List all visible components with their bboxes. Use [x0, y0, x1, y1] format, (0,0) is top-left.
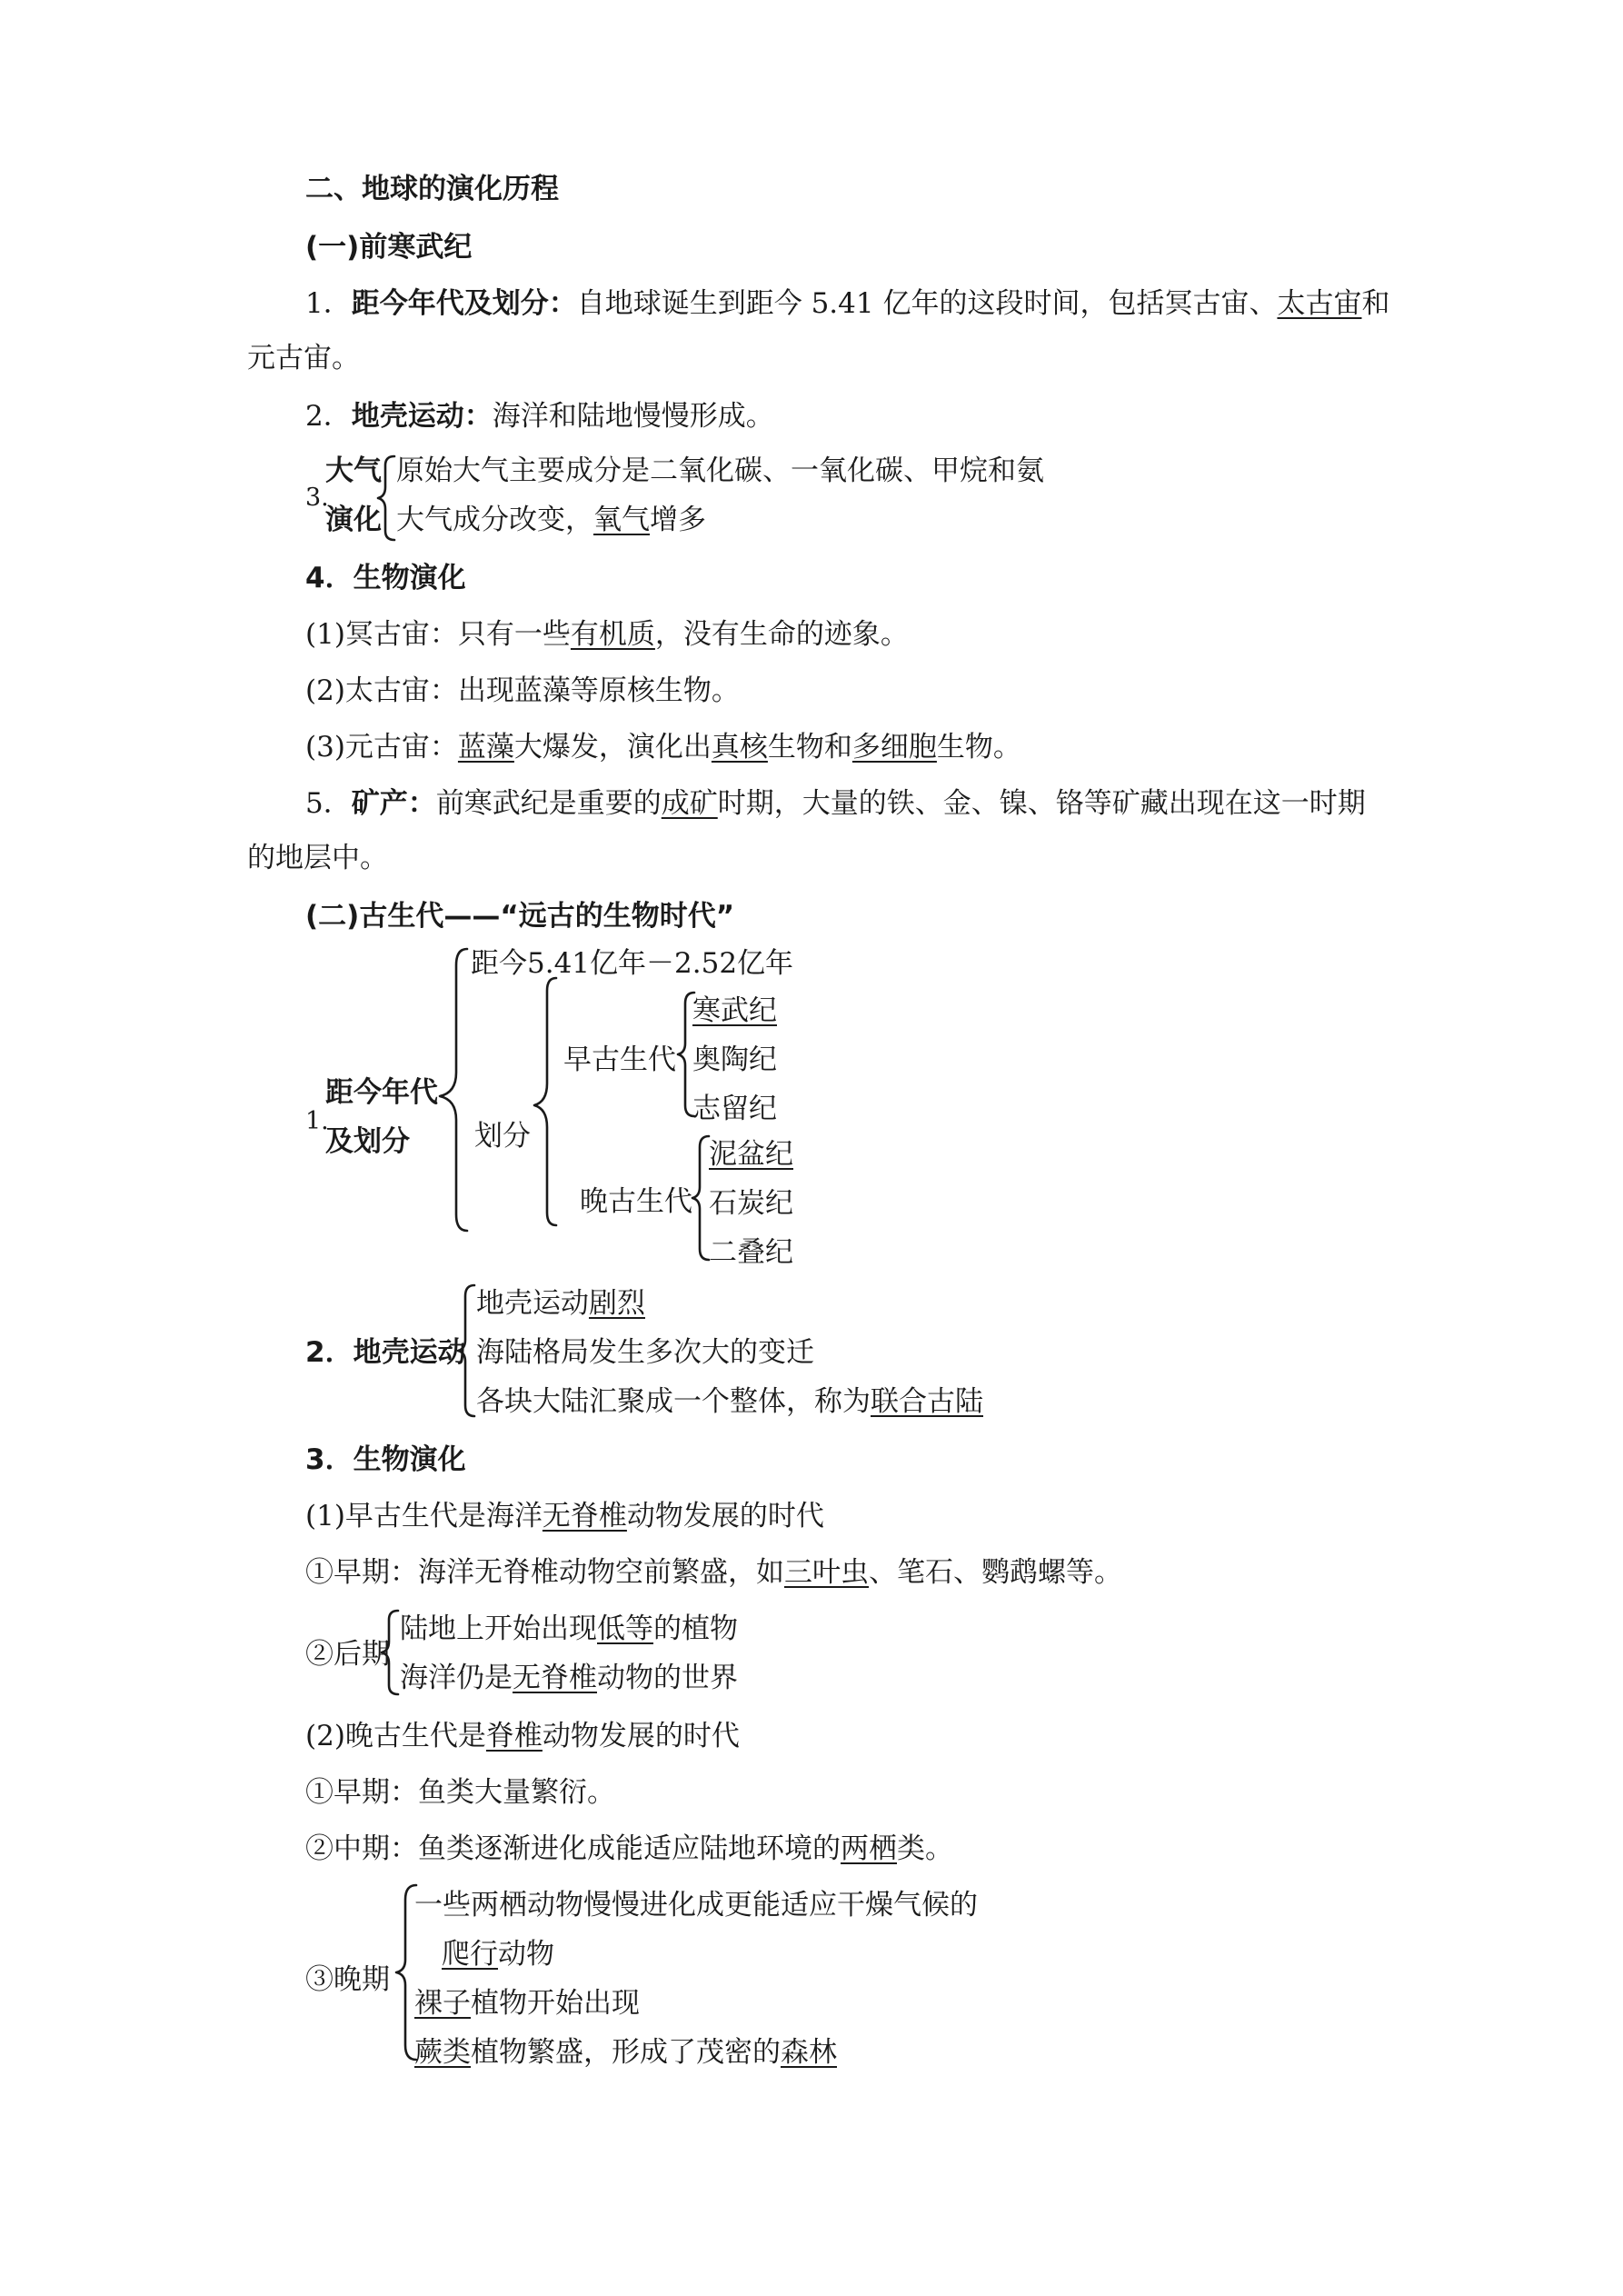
- text: 增多: [650, 504, 706, 536]
- answer-blank: 脊椎: [485, 1720, 543, 1752]
- late-paleozoic-era: [305, 1718, 740, 1754]
- text: 动物发展的时代: [626, 1500, 824, 1532]
- paleozoic-heading: (二)古生代——“远古的生物时代”: [305, 900, 735, 933]
- precambrian-item-5-cont: 的地层中。: [247, 842, 388, 874]
- answer-blank: 低等: [597, 1612, 653, 1645]
- early-paleozoic-era: [305, 1498, 824, 1534]
- paleozoic-item-3-heading: 3．生物演化: [305, 1443, 466, 1476]
- text: 的植物: [653, 1612, 738, 1645]
- text: 植物繁盛，形成了茂密的: [471, 2036, 781, 2069]
- crust-line-1: [476, 1285, 645, 1322]
- text: (3)元古宙：: [305, 731, 458, 764]
- precambrian-item-3-number: 3.: [305, 484, 329, 512]
- text: 前寒武纪是重要的: [435, 787, 662, 820]
- late-paleozoic-mid-stage: [305, 1831, 953, 1867]
- early-paleozoic-label: 早古生代: [563, 1043, 676, 1076]
- text: ，没有生命的迹象。: [654, 618, 909, 651]
- period-devonian: 泥盆纪: [709, 1138, 793, 1171]
- text: 植物开始出现: [471, 1987, 640, 2020]
- item-label: 距今年代及划分：: [351, 287, 577, 320]
- answer-blank: 多细胞: [851, 731, 937, 764]
- period-silurian: 志留纪: [692, 1093, 777, 1125]
- period-carboniferous: 石炭纪: [709, 1187, 793, 1220]
- answer-blank: 有机质: [570, 618, 655, 651]
- answer-blank: 无脊椎: [542, 1500, 627, 1532]
- precambrian-item-2: [305, 398, 774, 434]
- precambrian-item-4-p1: [305, 616, 909, 653]
- late-late-line-3: [414, 2034, 837, 2071]
- answer-blank: 蕨类: [414, 2036, 471, 2069]
- early-paleozoic-early-stage: [305, 1554, 1122, 1591]
- answer-blank: 裸子: [414, 1987, 471, 2020]
- paleozoic-item-2-label: 2．地壳运动: [305, 1336, 466, 1369]
- answer-blank: 无脊椎: [513, 1662, 597, 1694]
- precambrian-item-1-cont: 元古宙。: [247, 342, 360, 374]
- atmosphere-line-2: [396, 502, 706, 538]
- text: ①早期：海洋无脊椎动物空前繁盛，如: [305, 1556, 784, 1589]
- brace-division: [531, 974, 562, 1229]
- text: (1)冥古宙：只有一些: [305, 618, 571, 651]
- text: ②中期：鱼类逐渐进化成能适应陆地环境的: [305, 1832, 841, 1865]
- late-late-line-2: [414, 1985, 640, 2021]
- brace-age-division: [436, 945, 473, 1236]
- text: 类。: [897, 1832, 953, 1865]
- text: 陆地上开始出现: [400, 1612, 597, 1645]
- text: 各块大陆汇聚成一个整体，称为: [476, 1385, 871, 1418]
- text: 生物和: [767, 731, 852, 764]
- text: 时期，大量的铁、金、镍、铬等矿藏出现在这一时期: [717, 787, 1366, 820]
- precambrian-item-4-heading: 4．生物演化: [305, 562, 466, 594]
- period-ordovician: 奥陶纪: [692, 1043, 777, 1076]
- precambrian-item-1: [305, 285, 1389, 322]
- precambrian-heading: (一)前寒武纪: [305, 231, 473, 264]
- precambrian-item-5: [305, 785, 1366, 822]
- text: 动物发展的时代: [542, 1720, 740, 1752]
- age-range: 距今5.41亿年－2.52亿年: [471, 947, 794, 980]
- text: 动物: [498, 1938, 554, 1971]
- atmosphere-label-bottom: 演化: [325, 504, 382, 536]
- text: (1)早古生代是海洋: [305, 1500, 543, 1532]
- text: 大气成分改变，: [396, 504, 593, 536]
- early-late-line-2: [400, 1660, 738, 1696]
- period-cambrian: 寒武纪: [692, 994, 777, 1027]
- answer-blank: 三叶虫: [784, 1556, 869, 1589]
- item-text: 和: [1361, 287, 1390, 320]
- text: (2)晚古生代是: [305, 1720, 486, 1752]
- item-number: 1．: [305, 287, 352, 320]
- text: 海洋仍是: [400, 1662, 513, 1694]
- text: 生物。: [936, 731, 1021, 764]
- answer-blank: 爬行: [442, 1938, 498, 1971]
- answer-blank: 森林: [781, 2036, 837, 2069]
- text: 、笔石、鹦鹉螺等。: [869, 1556, 1122, 1589]
- age-label-bottom: 及划分: [325, 1125, 410, 1158]
- answer-blank: 联合古陆: [871, 1385, 983, 1418]
- late-paleozoic-late-stage-label: ③晚期: [305, 1963, 390, 1996]
- answer-blank: 两栖: [841, 1832, 897, 1865]
- precambrian-item-4-p3: [305, 729, 1021, 765]
- answer-blank: 氧气: [593, 504, 650, 536]
- section-title: 二、地球的演化历程: [305, 173, 559, 205]
- period-permian: 二叠纪: [709, 1236, 793, 1269]
- paleozoic-item-1-number: 1.: [305, 1107, 329, 1135]
- item-number: 2．: [305, 400, 352, 433]
- division-label: 划分: [474, 1120, 531, 1153]
- text: 大爆发，演化出: [513, 731, 712, 764]
- early-late-line-1: [400, 1611, 738, 1647]
- text: 地壳运动: [476, 1287, 589, 1320]
- early-paleozoic-late-stage-label: ②后期: [305, 1638, 390, 1671]
- precambrian-item-4-p2: (2)太古宙：出现蓝藻等原核生物。: [305, 674, 740, 707]
- age-label-top: 距今年代: [325, 1076, 438, 1109]
- item-label: 地壳运动：: [351, 400, 493, 433]
- late-late-line-1: 一些两栖动物慢慢进化成更能适应干燥气候的: [414, 1889, 978, 1922]
- answer-blank: 真核: [711, 731, 768, 764]
- crust-line-3: [476, 1383, 983, 1420]
- crust-line-2: 海陆格局发生多次大的变迁: [476, 1336, 814, 1369]
- late-paleozoic-early-stage: ①早期：鱼类大量繁衍。: [305, 1776, 615, 1809]
- text: 动物的世界: [597, 1662, 738, 1694]
- answer-blank: 成矿: [661, 787, 718, 820]
- item-text: 自地球诞生到距今 5.41 亿年的这段时间，包括冥古宙、: [576, 287, 1278, 320]
- answer-blank: 太古宙: [1277, 287, 1362, 320]
- item-number: 5．: [305, 787, 352, 820]
- late-paleozoic-label: 晚古生代: [580, 1185, 692, 1218]
- answer-blank: 剧烈: [589, 1287, 645, 1320]
- atmosphere-line-1: 原始大气主要成分是二氧化碳、一氧化碳、甲烷和氨: [396, 454, 1044, 487]
- item-label: 矿产：: [351, 787, 436, 820]
- atmosphere-label-top: 大气: [325, 454, 382, 487]
- answer-blank: 蓝藻: [457, 731, 514, 764]
- item-text: 海洋和陆地慢慢形成。: [492, 400, 774, 433]
- late-late-line-1b: [442, 1936, 554, 1972]
